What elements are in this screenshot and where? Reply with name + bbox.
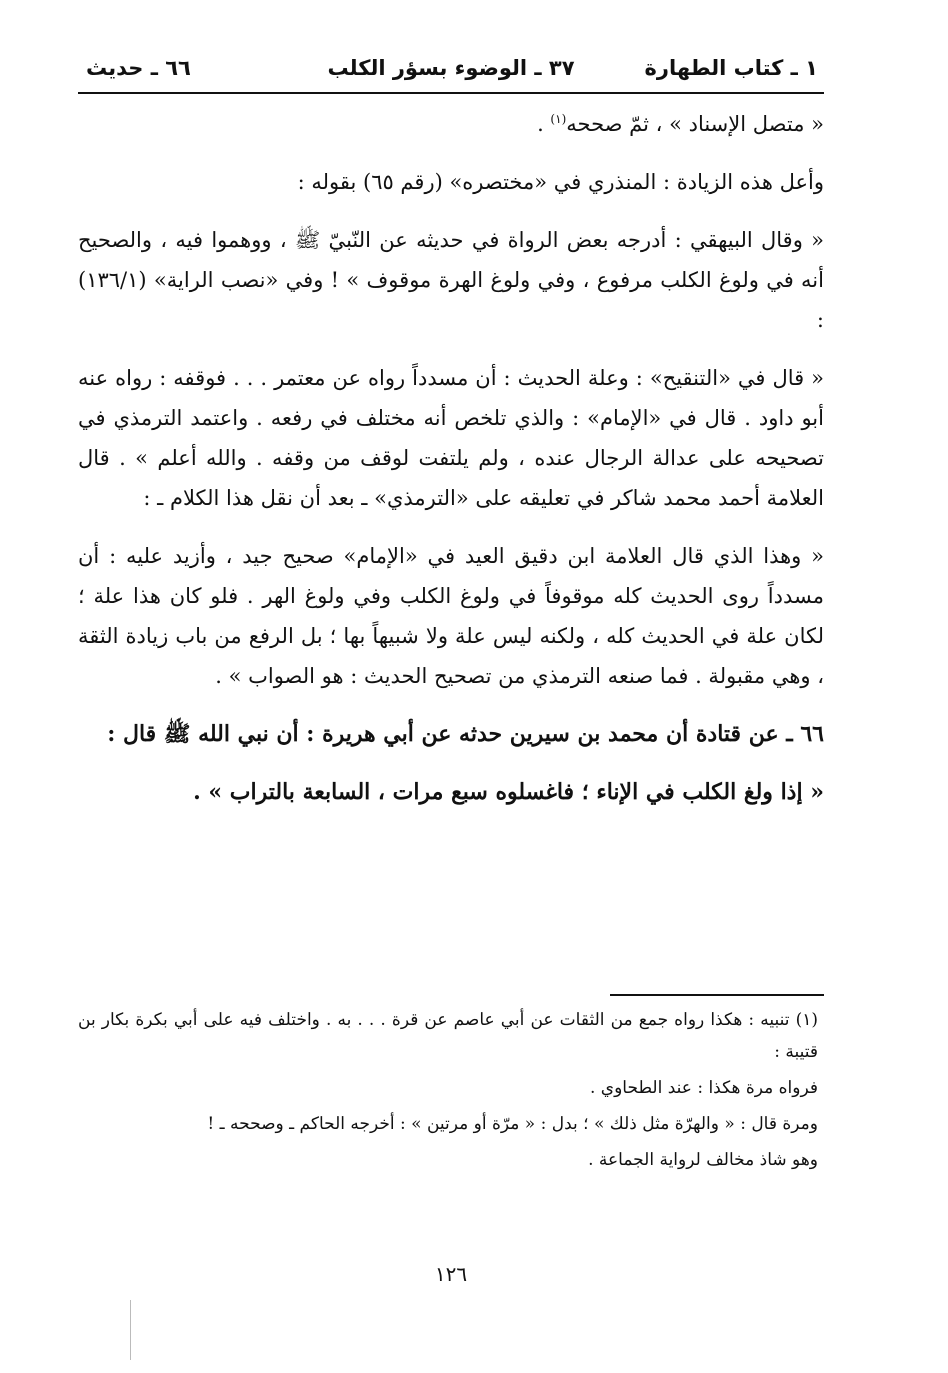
paragraph-isnad <box>78 104 824 144</box>
footnote-1: (١) تنبيه : هكذا رواه جمع من الثقات عن أبي عاصم عن قرة . . . به . واختلف فيه على أبي بكرة بكار بن قتيبة : <box>78 1010 818 1062</box>
header-book-title: ١ ـ كتاب الطهارة <box>644 56 818 80</box>
paragraph-isnad-text: « متصل الإسناد » ، ثمّ صححه <box>566 112 824 136</box>
footnote-1-line-2: فرواه مرة هكذا : عند الطحاوي . <box>589 1078 818 1098</box>
paragraph-tanqih-quote: « قال في «التنقيح» : وعلة الحديث : أن مسدداً رواه عن معتمر . . . فوقفه : رواه عنه أبو داود . قال في «الإمام» : والذي تلخص أنه مختلف في رفعه . واعتمد الترمذي في تصحيحه على عدالة الرجال عنده ، ولم يلتفت لوقف من وقفه . والله أعلم » . قال العلامة أحمد محمد شاكر في تعليقه على «الترمذي» ـ بعد أن نقل هذا الكلام ـ : <box>78 366 824 510</box>
footnote-1-line-3: ومرة قال : « والهرّة مثل ذلك » ؛ بدل : « مرّة أو مرتين » : أخرجه الحاكم ـ وصححه ـ ! <box>207 1114 818 1134</box>
footnotes <box>78 1004 818 1180</box>
scan-edge-line <box>130 1300 131 1360</box>
paragraph-shakir-quote: « وهذا الذي قال العلامة ابن دقيق العيد في «الإمام» صحيح جيد ، وأزيد عليه : أن مسدداً روى الحديث كله موقوفاً في ولوغ الكلب وفي ولوغ الهر . فلو كان هذا علة ؛ لكان علة في الحديث كله ، ولكنه ليس علة ولا شبيهاً بها ؛ بل الرفع من باب زيادة الثقة ، وهي مقبولة . فما صنعه الترمذي من تصحيح الحديث : هو الصواب » . <box>78 544 824 688</box>
footnote-1-line-4: وهو شاذ مخالف لرواية الجماعة . <box>588 1150 818 1170</box>
paragraph-isnad-end: . <box>537 112 551 136</box>
book-page <box>78 0 824 1373</box>
paragraph-mundhiri: وأعل هذه الزيادة : المنذري في «مختصره» (رقم ٦٥) بقوله : <box>297 170 824 194</box>
paragraph-bayhaqi-quote: « وقال البيهقي : أدرجه بعض الرواة في حديثه عن النّبيّ ﷺ ، ووهموا فيه ، والصحيح أنه في ولوغ الكلب مرفوع ، وفي ولوغ الهرة موقوف » ! وفي «نصب الراية» (١٣٦/١) : <box>78 228 824 332</box>
page-number: ١٢٦ <box>434 1262 468 1286</box>
header-hadith-number: ٦٦ ـ حديث <box>86 56 191 80</box>
header-chapter-title: ٣٧ ـ الوضوء بسؤر الكلب <box>327 56 575 80</box>
hadith-66-isnad: ٦٦ ـ عن قتادة أن محمد بن سيرين حدثه عن أبي هريرة : أن نبي الله ﷺ قال : <box>107 721 824 747</box>
main-text <box>78 104 824 830</box>
footnote-marker: (١) <box>550 112 567 126</box>
running-header <box>78 52 824 94</box>
footnote-separator <box>610 994 824 996</box>
hadith-66-matn: « إذا ولغ الكلب في الإناء ؛ فاغسلوه سبع مرات ، السابعة بالتراب » . <box>193 779 824 805</box>
